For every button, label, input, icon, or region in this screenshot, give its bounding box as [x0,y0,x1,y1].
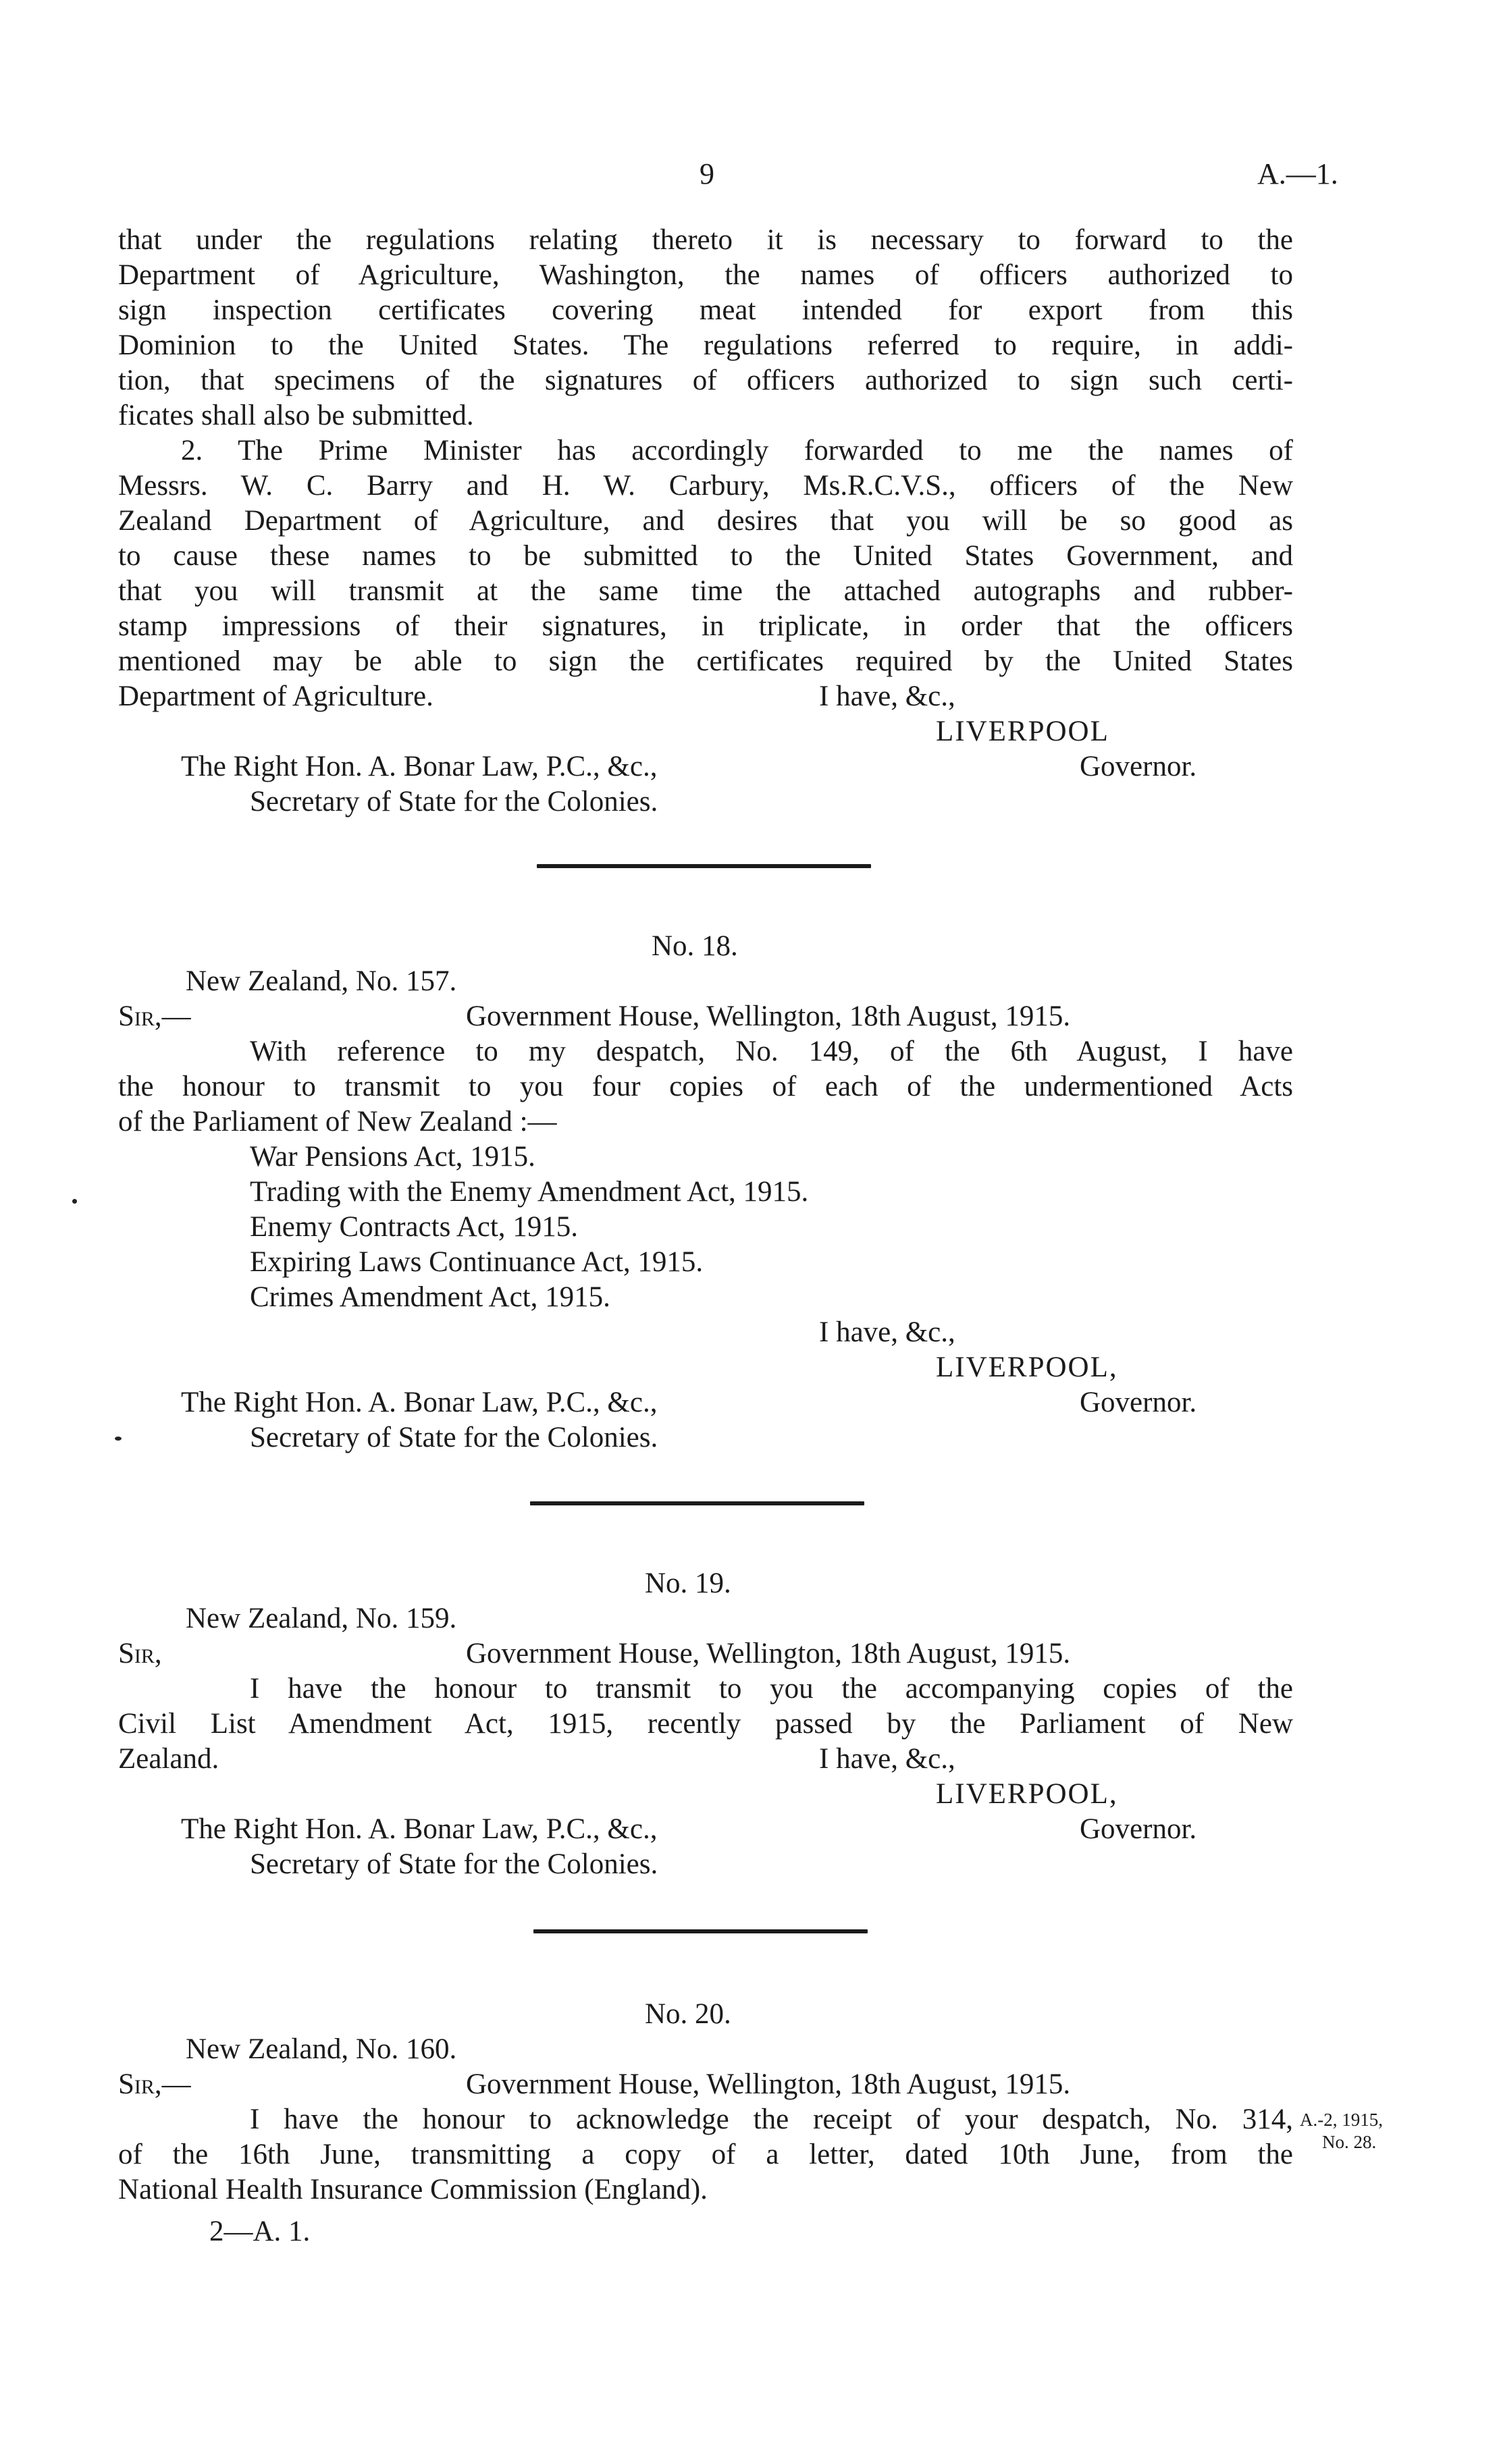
salutation: Sir,— [118,2068,191,2100]
nz-despatch-number: New Zealand, No. 160. [186,2033,457,2065]
body-line: With reference to my despatch, No. 149, of the 6th August, I have [250,1036,1293,1067]
body-line: the honour to transmit to you four copies of each of the undermentioned Acts [118,1071,1293,1102]
body-line: mentioned may be able to sign the certificates required by the United States [118,645,1293,677]
body-line: I have the honour to transmit to you the accompanying copies of the [250,1673,1293,1705]
signatory-title: Governor. [1080,751,1197,782]
body-line: tion, that specimens of the signatures of officers authorized to sign such certi- [118,365,1293,396]
addressee-title: Secretary of State for the Colonies. [250,1422,658,1453]
body-line: Messrs. W. C. Barry and H. W. Carbury, Ms.R.C.V.S., officers of the New [118,470,1293,502]
body-line: of the Parliament of New Zealand :— [118,1106,557,1137]
addressee-title: Secretary of State for the Colonies. [250,1848,658,1880]
page-number: 9 [700,157,714,190]
act-item: Crimes Amendment Act, 1915. [250,1281,610,1313]
addressee: The Right Hon. A. Bonar Law, P.C., &c., [181,1813,658,1845]
addressee-title: Secretary of State for the Colonies. [250,786,658,818]
ink-speck [115,1437,122,1441]
ink-speck [72,1199,77,1204]
body-line: Zealand Department of Agriculture, and desires that you will be so good as [118,505,1293,537]
signature: LIVERPOOL [936,716,1109,747]
body-line: I have the honour to acknowledge the receipt of your despatch, No. 314, [250,2104,1293,2135]
body-line: National Health Insurance Commission (England). [118,2174,708,2205]
dateline: Government House, Wellington, 18th August, 1915. [466,1638,1071,1669]
section-divider [530,1501,864,1505]
act-item: Expiring Laws Continuance Act, 1915. [250,1246,704,1278]
act-item: Enemy Contracts Act, 1915. [250,1211,579,1243]
closing: I have, &c., [819,1316,955,1348]
margin-reference: No. 28. [1322,2132,1377,2152]
salutation: Sir, [118,1638,162,1669]
nz-despatch-number: New Zealand, No. 159. [186,1603,457,1634]
despatch-number: No. 19. [645,1568,731,1599]
despatch-number: No. 20. [645,1998,731,2030]
body-line: stamp impressions of their signatures, in triplicate, in order that the officers [118,610,1293,642]
document-reference: A.—1. [1257,157,1338,190]
despatch-number: No. 18. [652,930,738,962]
salutation: Sir,— [118,1000,191,1032]
body-line: that you will transmit at the same time the attached autographs and rubber- [118,575,1293,607]
dateline: Government House, Wellington, 18th August, 1915. [466,2068,1071,2100]
body-line: ficates shall also be submitted. [118,400,474,431]
margin-reference: A.-2, 1915, [1300,2110,1383,2130]
act-item: War Pensions Act, 1915. [250,1141,535,1173]
closing: I have, &c., [819,1743,955,1775]
dateline: Government House, Wellington, 18th August, 1915. [466,1000,1071,1032]
body-line: Department of Agriculture, Washington, the names of officers authorized to [118,259,1293,291]
body-line: Zealand. [118,1743,219,1775]
section-divider [533,1929,868,1933]
body-line: Department of Agriculture. [118,680,433,712]
signature-mark: 2—A. 1. [209,2216,311,2247]
body-line: Dominion to the United States. The regulations referred to require, in addi- [118,329,1293,361]
body-line: of the 16th June, transmitting a copy of a letter, dated 10th June, from the [118,2139,1293,2170]
closing: I have, &c., [819,680,955,712]
signatory-title: Governor. [1080,1813,1197,1845]
body-line: Civil List Amendment Act, 1915, recently passed by the Parliament of New [118,1708,1293,1740]
body-line: 2. The Prime Minister has accordingly forwarded to me the names of [181,435,1293,466]
body-line: to cause these names to be submitted to the United States Government, and [118,540,1293,572]
signatory-title: Governor. [1080,1387,1197,1418]
addressee: The Right Hon. A. Bonar Law, P.C., &c., [181,1387,658,1418]
section-divider [537,864,871,868]
body-line: sign inspection certificates covering meat intended for export from this [118,294,1293,326]
addressee: The Right Hon. A. Bonar Law, P.C., &c., [181,751,658,782]
signature: LIVERPOOL, [936,1778,1118,1810]
nz-despatch-number: New Zealand, No. 157. [186,965,457,997]
act-item: Trading with the Enemy Amendment Act, 1915. [250,1176,809,1208]
body-line: that under the regulations relating thereto it is necessary to forward to the [118,224,1293,256]
signature: LIVERPOOL, [936,1351,1118,1383]
